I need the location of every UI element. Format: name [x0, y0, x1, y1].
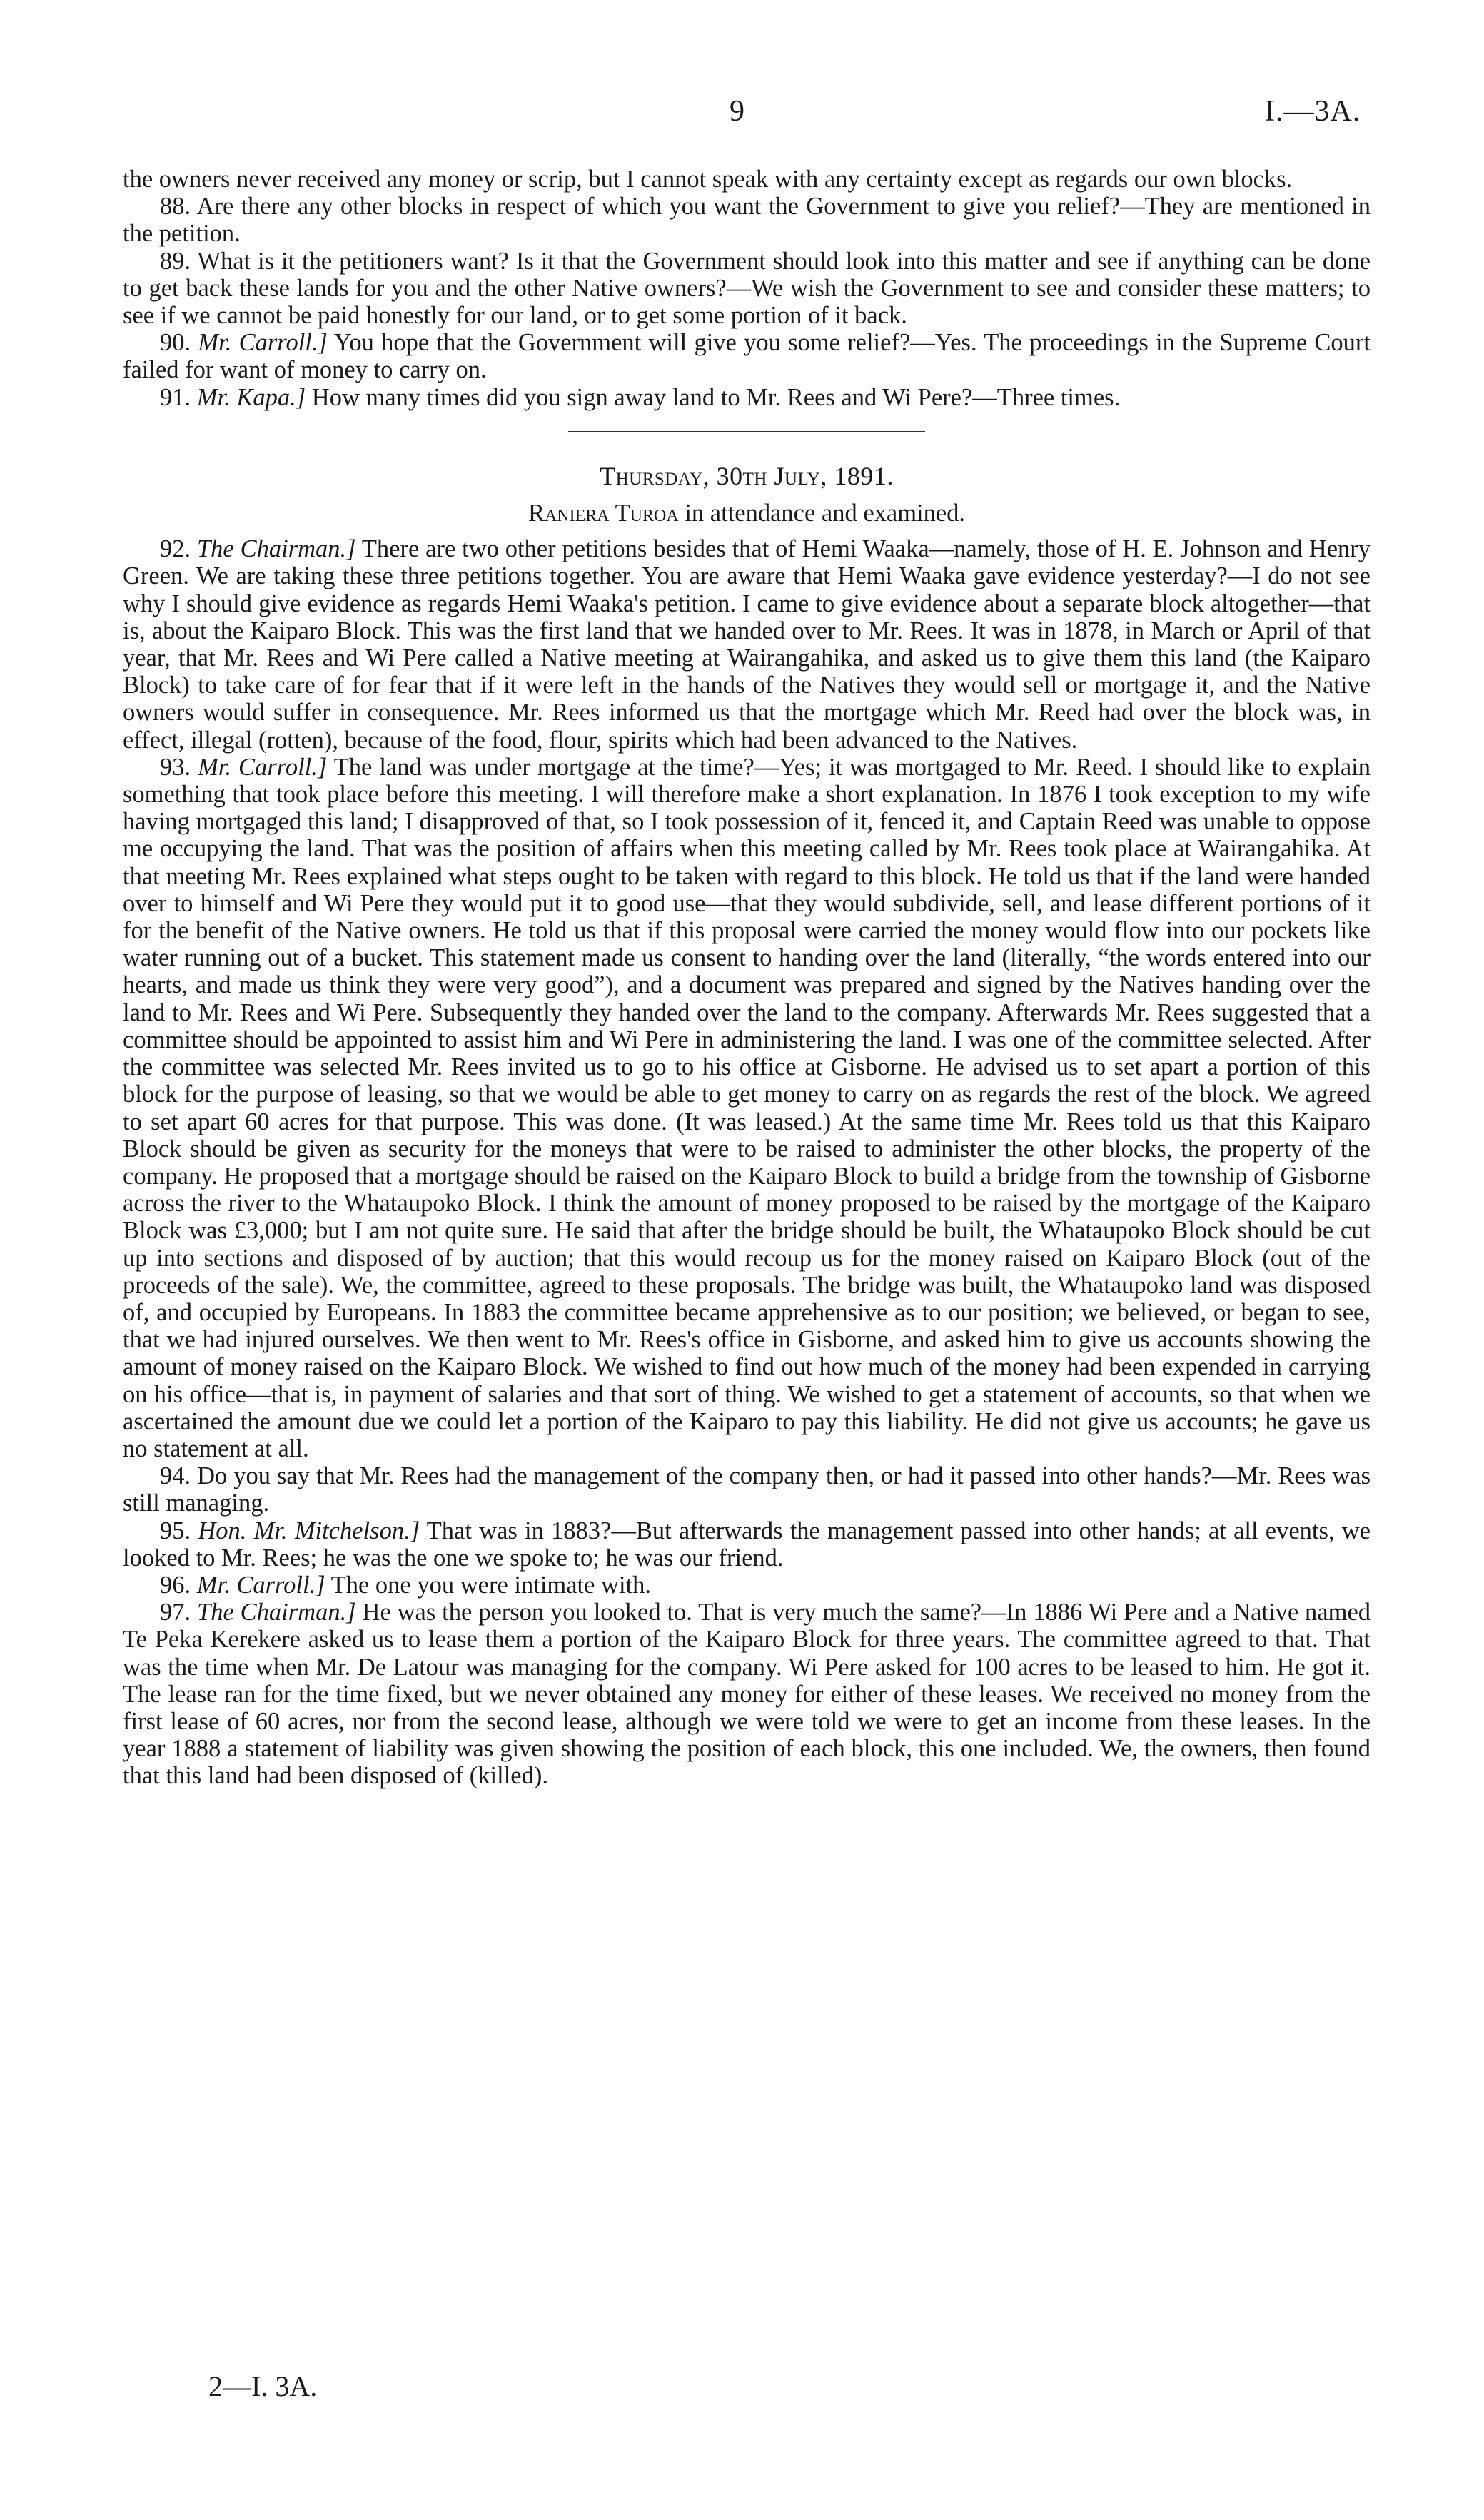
- paragraph: the owners never received any money or scrip, but I cannot speak with any certainty except as regards our own blocks.: [123, 166, 1293, 193]
- speaker-name: The Chairman.]: [197, 1599, 356, 1626]
- paragraph: 89. What is it the petitioners want? Is it that the Government should look into this matter and see if anything can be done to get back these lands for you and the other Native owners?—We wish the Government to see and consider these matters; to see if we cannot be paid honestly for our land, or to get some portion of it back.: [123, 247, 1371, 330]
- speaker-name: Mr. Kapa.]: [196, 383, 306, 411]
- speaker-name: Hon. Mr. Mitchelson.]: [198, 1517, 420, 1544]
- section-divider: [568, 431, 925, 432]
- speaker-name: The Chairman.]: [196, 535, 356, 563]
- paragraph: 94. Do you say that Mr. Rees had the management of the company then, or had it passed into other hands?—Mr. Rees was still managing.: [123, 1462, 1371, 1517]
- speaker-name: Mr. Carroll.]: [198, 329, 328, 357]
- document-body: [123, 166, 1371, 1790]
- paragraph: 91. Mr. Kapa.] How many times did you sign away land to Mr. Rees and Wi Pere?—Three times.: [160, 383, 1121, 411]
- paragraph: 88. Are there any other blocks in respect of which you want the Government to give you relief?—They are mentioned in the petition.: [123, 193, 1371, 248]
- signature-mark: 2—I. 3A.: [208, 2370, 318, 2402]
- paragraph: 96. Mr. Carroll.] The one you were intimate with.: [160, 1571, 652, 1599]
- document-reference: I.—3A.: [1265, 95, 1361, 128]
- page-number: 9: [730, 95, 744, 128]
- speaker-name: Mr. Carroll.]: [196, 1571, 325, 1599]
- paragraph: 95. Hon. Mr. Mitchelson.] That was in 1883?—But afterwards the management passed into other hands; at all events, we looked to Mr. Rees; he was the one we spoke to; he was our friend.: [123, 1517, 1371, 1572]
- paragraph: 92. The Chairman.] There are two other petitions besides that of Hemi Waaka—namely, those of H. E. Johnson and Henry Green. We are taking these three petitions together. You are aware that Hemi Waaka gave evidence yesterday?—I do not see why I should give evidence as regards Hemi Waaka's petition. I came to give evidence about a separate block altogether—that is, about the Kaiparo Block. This was the first land that we handed over to Mr. Rees. It was in 1878, in March or April of that year, that Mr. Rees and Wi Pere called a Native meeting at Wairangahika, and asked us to give them this land (the Kaiparo Block) to take care of for fear that if it were left in the hands of the Natives they would sell or mortgage it, and the Native owners would suffer in consequence. Mr. Rees informed us that the mortgage which Mr. Reed had over the block was, in effect, illegal (rotten), because of the food, flour, spirits which had been advanced to the Natives.: [123, 535, 1371, 754]
- speaker-name: Mr. Carroll.]: [198, 753, 328, 781]
- witness-name: Raniera Turoa: [528, 500, 679, 527]
- session-date: Thursday, 30th July, 1891.: [600, 461, 894, 490]
- paragraph: 90. Mr. Carroll.] You hope that the Government will give you some relief?—Yes. The proceedings in the Supreme Court failed for want of money to carry on.: [123, 329, 1371, 384]
- witness-line: Raniera Turoa in attendance and examined.: [528, 500, 966, 527]
- paragraph: 93. Mr. Carroll.] The land was under mortgage at the time?—Yes; it was mortgaged to Mr. Reed. I should like to explain something that took place before this meeting. I will therefore make a short explanation. In 1876 I took exception to my wife having mortgaged this land; I disapproved of that, so I took possession of it, fenced it, and Captain Reed was unable to oppose me occupying the land. That was the position of affairs when this meeting called by Mr. Rees took place at Wairangahika. At that meeting Mr. Rees explained what steps ought to be taken with regard to this block. He told us that if the land were handed over to himself and Wi Pere they would put it to good use—that they would subdivide, sell, and lease different portions of it for the benefit of the Native owners. He told us that if this proposal were carried the money would flow into our pockets like water running out of a bucket. This statement made us consent to handing over the land (literally, “the words entered into our hearts, and made us think they were very good”), and a document was prepared and signed by the Natives handing over the land to Mr. Rees and Wi Pere. Subsequently they handed over the land to the company. Afterwards Mr. Rees suggested that a committee should be appointed to assist him and Wi Pere in administering the land. I was one of the committee selected. After the committee was selected Mr. Rees invited us to go to his office at Gisborne. He advised us to set apart a portion of this block for the purpose of leasing, so that we would be able to get money to carry on as regards the rest of the block. We agreed to set apart 60 acres for that purpose. This was done. (It was leased.) At the same time Mr. Rees told us that this Kaiparo Block should be given as security for the moneys that were to be raised to administer the other blocks, the property of the company. He proposed that a mortgage should be raised on the Kaiparo Block to build a bridge from the township of Gisborne across the river to the Whataupoko Block. I think the amount of money proposed to be raised by the mortgage of the Kaiparo Block was £3,000; but I am not quite sure. He said that after the bridge should be built, the Whataupoko Block should be cut up into sections and disposed of by auction; that this would recoup us for the money raised on Kaiparo Block (out of the proceeds of the sale). We, the committee, agreed to these proposals. The bridge was built, the Whataupoko land was disposed of, and occupied by Europeans. In 1883 the committee became apprehensive as to our position; we believed, or began to see, that we had injured ourselves. We then went to Mr. Rees's office in Gisborne, and asked him to give us accounts showing the amount of money raised on the Kaiparo Block. We wished to find out how much of the money had been expended in carrying on his office—that is, in payment of salaries and that sort of thing. We wished to get a statement of accounts, so that when we ascertained the amount due we could let a portion of the Kaiparo to pay this liability. He did not give us accounts; he gave us no statement at all.: [123, 753, 1371, 1462]
- paragraph: 97. The Chairman.] He was the person you looked to. That is very much the same?—In 1886 Wi Pere and a Native named Te Peka Kerekere asked us to lease them a portion of the Kaiparo Block for three years. The committee agreed to that. That was the time when Mr. De Latour was managing for the company. Wi Pere asked for 100 acres to be leased to him. He got it. The lease ran for the time fixed, but we never obtained any money for either of these leases. We received no money from the first lease of 60 acres, nor from the second lease, although we were told we were to get an income from these leases. In the year 1888 a statement of liability was given showing the position of each block, this one included. We, the owners, then found that this land had been disposed of (killed).: [123, 1599, 1371, 1790]
